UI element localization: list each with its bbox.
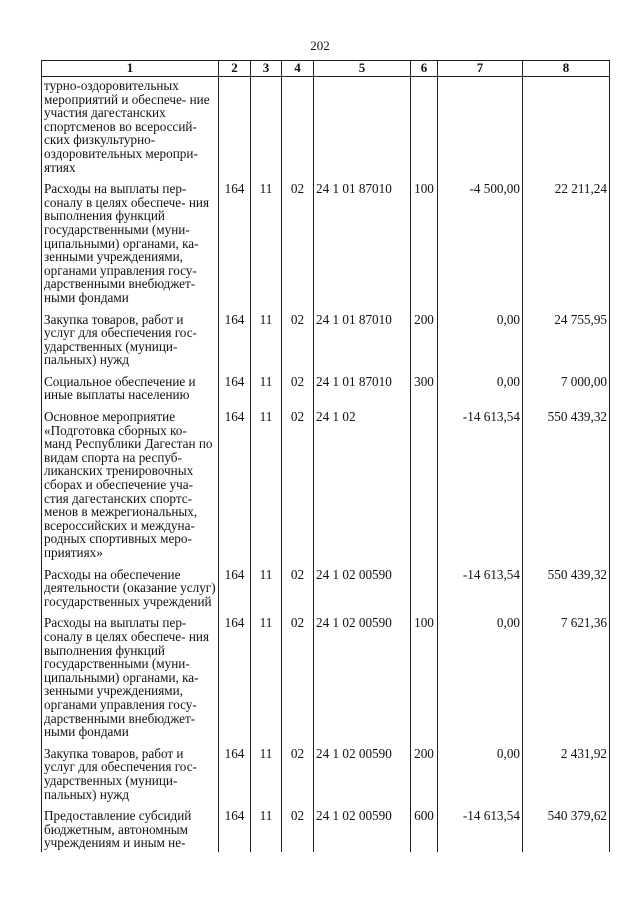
- cell-total-amount: 7 000,00: [523, 375, 610, 410]
- cell-target-article: [314, 77, 411, 183]
- cell-total-amount: [523, 77, 610, 183]
- cell-total-amount: 22 211,24: [523, 182, 610, 312]
- cell-target-article: 24 1 02 00590: [314, 568, 411, 617]
- row-name: Предоставление субсидий бюджетным, автономным учреждениям и иным не-: [42, 809, 219, 852]
- cell-section: 11: [251, 568, 282, 617]
- cell-expense-type: 600: [411, 809, 438, 852]
- table-row: [42, 410, 610, 568]
- cell-ministry-code: 164: [219, 809, 251, 852]
- cell-total-amount: 550 439,32: [523, 568, 610, 617]
- cell-section: 11: [251, 182, 282, 312]
- cell-subsection: 02: [282, 809, 314, 852]
- cell-subsection: 02: [282, 375, 314, 410]
- cell-section: 11: [251, 375, 282, 410]
- table-header-row: [42, 61, 610, 77]
- cell-ministry-code: 164: [219, 747, 251, 809]
- cell-section: 11: [251, 616, 282, 746]
- budget-table: [41, 60, 610, 852]
- cell-change-amount: -14 613,54: [438, 809, 523, 852]
- cell-ministry-code: 164: [219, 616, 251, 746]
- cell-subsection: 02: [282, 313, 314, 375]
- cell-section: 11: [251, 747, 282, 809]
- column-header-7: 7: [438, 61, 523, 77]
- cell-section: 11: [251, 410, 282, 568]
- cell-ministry-code: 164: [219, 568, 251, 617]
- cell-target-article: 24 1 02 00590: [314, 809, 411, 852]
- cell-change-amount: 0,00: [438, 313, 523, 375]
- cell-target-article: 24 1 01 87010: [314, 313, 411, 375]
- table-row: [42, 313, 610, 375]
- row-name: Закупка товаров, работ и услуг для обеспечения гос- ударственных (муници- пальных) нужд: [42, 747, 219, 809]
- cell-target-article: 24 1 01 87010: [314, 375, 411, 410]
- cell-subsection: 02: [282, 747, 314, 809]
- cell-change-amount: [438, 77, 523, 183]
- row-name: турно-оздоровительных мероприятий и обеспече- ние участия дагестанских спортсменов во всероссий- ских физкультурно- оздоровительных меропри- ятиях: [42, 77, 219, 183]
- cell-section: 11: [251, 313, 282, 375]
- cell-expense-type: [411, 568, 438, 617]
- table-row: [42, 77, 610, 183]
- cell-change-amount: 0,00: [438, 747, 523, 809]
- row-name: Социальное обеспечение и иные выплаты населению: [42, 375, 219, 410]
- cell-total-amount: 2 431,92: [523, 747, 610, 809]
- cell-expense-type: 200: [411, 747, 438, 809]
- cell-expense-type: 300: [411, 375, 438, 410]
- row-name: Расходы на выплаты пер- соналу в целях обеспече- ния выполнения функций государственными (муни- ципальными) органами, ка- зенными учреждениями, органами управления госу- дарственными внебюджет- ными фондами: [42, 616, 219, 746]
- cell-expense-type: 100: [411, 182, 438, 312]
- row-name: Основное мероприятие «Подготовка сборных ко- манд Республики Дагестан по видам спорта на респуб- ликанских тренировочных сборах и обеспечение уча- стия дагестанских спортс- менов в межрегиональных, всероссийских и междуна- родных спортивных меро- приятиях»: [42, 410, 219, 568]
- cell-total-amount: 24 755,95: [523, 313, 610, 375]
- cell-subsection: [282, 77, 314, 183]
- column-header-8: 8: [523, 61, 610, 77]
- column-header-3: 3: [251, 61, 282, 77]
- cell-change-amount: -4 500,00: [438, 182, 523, 312]
- cell-section: 11: [251, 809, 282, 852]
- table-row: [42, 809, 610, 852]
- cell-target-article: 24 1 02: [314, 410, 411, 568]
- column-header-2: 2: [219, 61, 251, 77]
- row-name: Расходы на обеспечение деятельности (оказание услуг) государственных учреждений: [42, 568, 219, 617]
- column-header-6: 6: [411, 61, 438, 77]
- table-row: [42, 182, 610, 312]
- cell-ministry-code: 164: [219, 375, 251, 410]
- cell-change-amount: -14 613,54: [438, 568, 523, 617]
- table-row: [42, 747, 610, 809]
- cell-change-amount: -14 613,54: [438, 410, 523, 568]
- cell-expense-type: [411, 410, 438, 568]
- cell-total-amount: 550 439,32: [523, 410, 610, 568]
- cell-subsection: 02: [282, 410, 314, 568]
- column-header-4: 4: [282, 61, 314, 77]
- cell-expense-type: 200: [411, 313, 438, 375]
- cell-ministry-code: 164: [219, 313, 251, 375]
- table-row: [42, 616, 610, 746]
- cell-subsection: 02: [282, 182, 314, 312]
- cell-subsection: 02: [282, 568, 314, 617]
- row-name: Закупка товаров, работ и услуг для обеспечения гос- ударственных (муници- пальных) нужд: [42, 313, 219, 375]
- cell-ministry-code: 164: [219, 410, 251, 568]
- cell-ministry-code: [219, 77, 251, 183]
- cell-section: [251, 77, 282, 183]
- cell-target-article: 24 1 02 00590: [314, 616, 411, 746]
- cell-change-amount: 0,00: [438, 375, 523, 410]
- page-number: 202: [310, 38, 330, 53]
- row-name: Расходы на выплаты пер- соналу в целях обеспече- ния выполнения функций государственными (муни- ципальными) органами, ка- зенными учреждениями, органами управления госу- дарственными внебюджет- ными фондами: [42, 182, 219, 312]
- cell-target-article: 24 1 02 00590: [314, 747, 411, 809]
- column-header-5: 5: [314, 61, 411, 77]
- cell-subsection: 02: [282, 616, 314, 746]
- cell-ministry-code: 164: [219, 182, 251, 312]
- cell-expense-type: [411, 77, 438, 183]
- cell-change-amount: 0,00: [438, 616, 523, 746]
- cell-target-article: 24 1 01 87010: [314, 182, 411, 312]
- table-row: [42, 568, 610, 617]
- column-header-1: 1: [42, 61, 219, 77]
- cell-total-amount: 7 621,36: [523, 616, 610, 746]
- table-row: [42, 375, 610, 410]
- cell-total-amount: 540 379,62: [523, 809, 610, 852]
- cell-expense-type: 100: [411, 616, 438, 746]
